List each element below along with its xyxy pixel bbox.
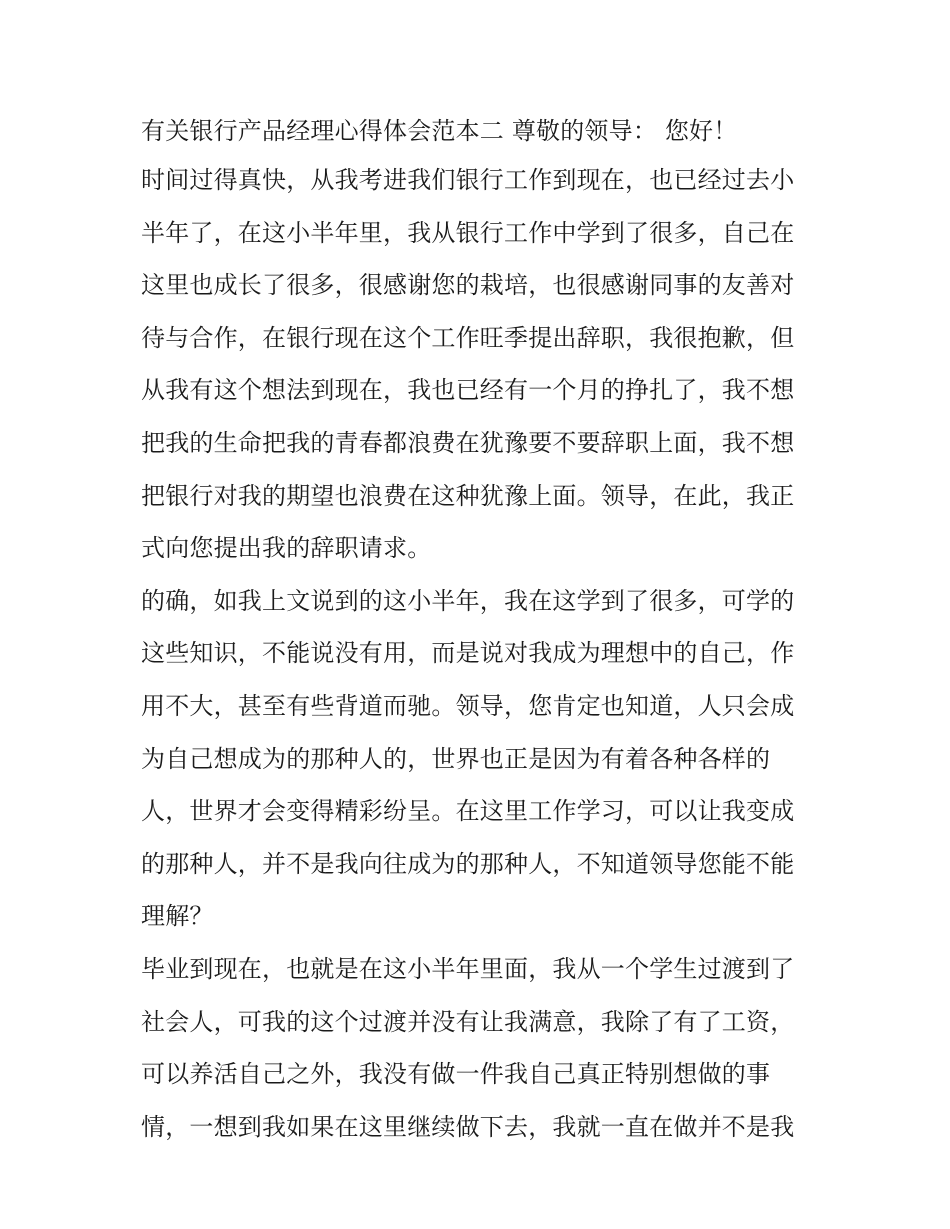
text-line: 有关银行产品经理心得体会范本二 尊敬的领导： 您好！ — [141, 117, 738, 145]
text-line: 把银行对我的期望也浪费在这种犹豫上面。领导，在此，我正 — [141, 481, 795, 510]
text-line: 可以养活自己之外，我没有做一件我自己真正特别想做的事 — [141, 1060, 771, 1089]
text-line: 情，一想到我如果在这里继续做下去，我就一直在做并不是我 — [141, 1112, 795, 1141]
text-line: 这些知识，不能说没有用，而是说对我成为理想中的自己，作 — [141, 639, 795, 668]
text-line: 时间过得真快，从我考进我们银行工作到现在，也已经过去小 — [141, 166, 795, 194]
text-line: 式向您提出我的辞职请求。 — [141, 534, 432, 563]
text-line: 用不大，甚至有些背道而驰。领导，您肯定也知道，人只会成 — [141, 691, 795, 720]
document-body — [141, 108, 813, 1153]
text-line: 毕业到现在，也就是在这小半年里面，我从一个学生过渡到了 — [141, 954, 795, 983]
text-line: 的确，如我上文说到的这小半年，我在这学到了很多，可学的 — [141, 586, 795, 615]
text-line: 为自己想成为的那种人的，世界也正是因为有着各种各样的 — [141, 744, 771, 773]
text-line: 人，世界才会变得精彩纷呈。在这里工作学习，可以让我变成 — [141, 797, 795, 826]
text-line: 把我的生命把我的青春都浪费在犹豫要不要辞职上面，我不想 — [141, 428, 795, 457]
text-line: 的那种人，并不是我向往成为的那种人，不知道领导您能不能 — [141, 849, 795, 878]
text-line: 从我有这个想法到现在，我也已经有一个月的挣扎了，我不想 — [141, 376, 795, 405]
text-line: 理解？ — [141, 902, 214, 931]
text-line: 待与合作，在银行现在这个工作旺季提出辞职，我很抱歉，但 — [141, 323, 795, 352]
text-line: 半年了，在这小半年里，我从银行工作中学到了很多，自己在 — [141, 218, 795, 247]
text-line: 这里也成长了很多，很感谢您的栽培，也很感谢同事的友善对 — [141, 271, 795, 300]
text-line: 社会人，可我的这个过渡并没有让我满意，我除了有了工资， — [141, 1007, 795, 1036]
